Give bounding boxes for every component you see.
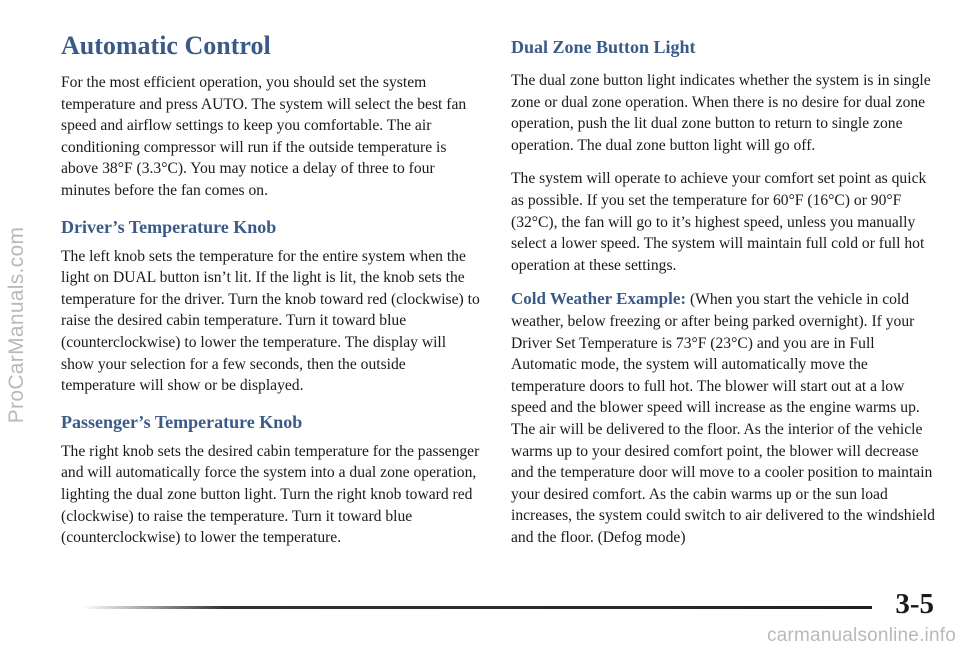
cold-weather-label: Cold Weather Example: (511, 289, 687, 309)
passenger-knob-text: The right knob sets the desired cabin temperature for the passenger and will automatically force the system into a dual zone operation, lighting the dual zone button light. Turn the right knob toward red (clockwise) to raise the temperature. Turn it toward blue (counterclockwise) to lower the temperature. (61, 442, 480, 547)
side-watermark (0, 0, 34, 649)
automatic-control-text: For the most efficient operation, you should set the system temperature and press AUTO. The system will select the best fan speed and airflow settings to keep you comfortable. The air conditioning compressor will run if the outside temperature is above 38°F (3.3°C). You may notice a delay of three to four minutes before the fan comes on. (61, 74, 467, 199)
cold-weather-example (511, 288, 935, 548)
passenger-knob-heading: Passenger’s Temperature Knob (61, 411, 303, 432)
right-column (511, 30, 935, 560)
dual-zone-text: The dual zone button light indicates whether the system is in single zone or dual zone operation. When there is no desire for dual zone operation, push the lit dual zone button to return to single zone operation. The dual zone button light will go off. (511, 72, 931, 154)
side-watermark-text: ProCarManuals.com (5, 226, 28, 423)
left-column (61, 30, 481, 561)
cold-weather-text: (When you start the vehicle in cold weather, below freezing or after being parked overnight). If your Driver Set Temperature is 73°F (23°C) and you are in Full Automatic mode, the system will automatically move the temperature doors to full hot. The blower will start out at a low speed and the blower speed will increase as the engine warms up. The air will be delivered to the floor. As the interior of the vehicle warms up to your desired comfort point, the blower will decrease and the temperature door will move to a cooler position to maintain your desired comfort. As the cabin warms up or the sun load increases, the system could switch to air delivered to the windshield and the floor. (Defog mode) (511, 291, 935, 546)
bottom-watermark: carmanualsonline.info (766, 625, 956, 646)
page-number: 3-5 (895, 588, 934, 620)
footer-rule (82, 606, 872, 609)
dual-zone-heading: Dual Zone Button Light (511, 37, 696, 57)
driver-knob-heading: Driver’s Temperature Knob (61, 216, 277, 237)
automatic-control-title: Automatic Control (61, 31, 271, 60)
comfort-setpoint-text: The system will operate to achieve your comfort set point as quick as possible. If you set the temperature for 60°F (16°C) or 90°F (32°C), the fan will go to it’s highest speed, unless you manually select a lower speed. The system will maintain full cold or full hot operation at these settings. (511, 170, 927, 274)
driver-knob-text: The left knob sets the temperature for the entire system when the light on DUAL button isn’t lit. If the light is lit, the knob sets the temperature for the driver. Turn the knob toward red (clockwise) to raise the desired cabin temperature. Turn it toward blue (counterclockwise) to lower the temperature. The display will show your selection for a few seconds, then the outside temperature will show or be displayed. (61, 247, 480, 395)
